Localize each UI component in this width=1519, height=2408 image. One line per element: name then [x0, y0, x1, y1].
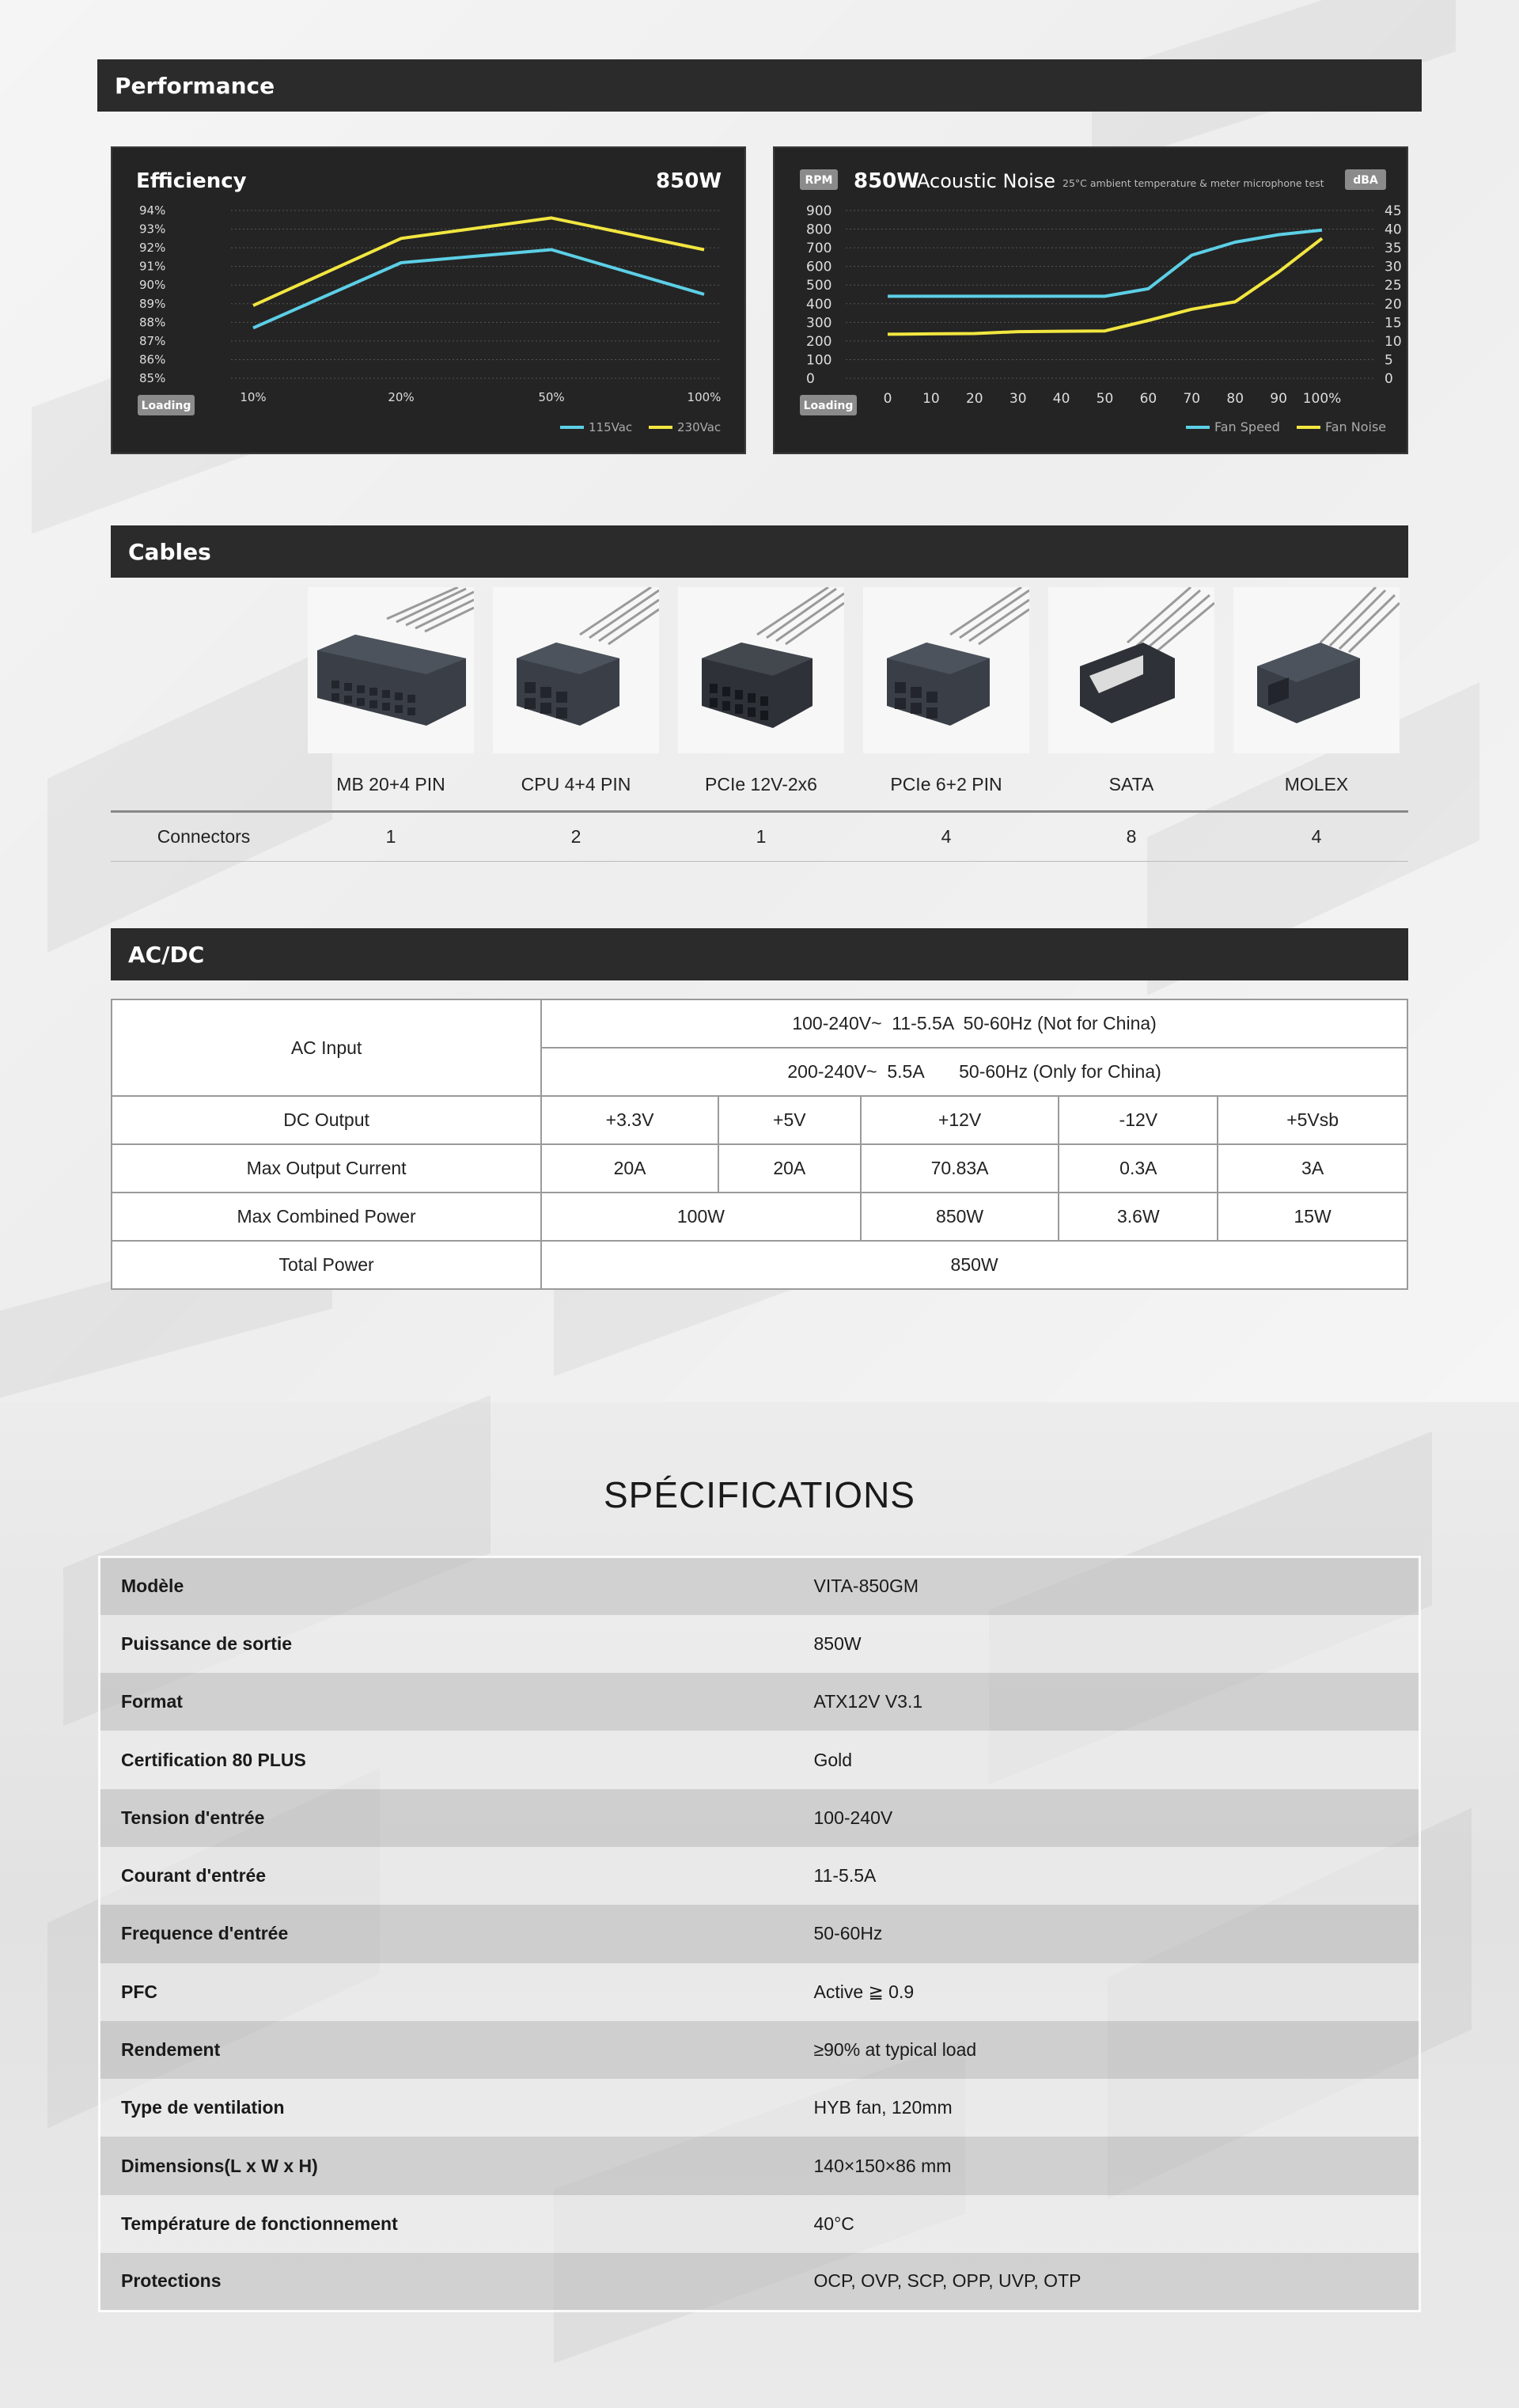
cables-divider-top	[111, 810, 1408, 813]
spec-row	[100, 1731, 1420, 1788]
spec-key: Format	[121, 1691, 183, 1712]
noise-dba-tick: 40	[1385, 222, 1402, 238]
efficiency-x-tick: 10%	[240, 390, 267, 404]
noise-rpm-tick: 200	[806, 333, 832, 350]
efficiency-legend-label: 230Vac	[677, 420, 722, 434]
spec-value: Active ≧ 0.9	[813, 1981, 915, 2002]
cable-count-mb: 1	[385, 826, 396, 847]
efficiency-chart-svg	[112, 148, 748, 456]
spec-key: Courant d'entrée	[121, 1865, 267, 1887]
max-current-12v: 70.83A	[861, 1144, 1059, 1193]
acdc-row-max-current	[112, 1144, 1407, 1193]
efficiency-title: Efficiency	[136, 169, 247, 193]
spec-value: ATX12V V3.1	[813, 1691, 923, 1712]
dba-badge-label: dBA	[1353, 174, 1378, 187]
spec-row	[100, 2021, 1420, 2079]
efficiency-line-230Vac	[253, 218, 704, 305]
noise-x-tick: 20	[965, 391, 983, 407]
spec-value: 11-5.5A	[813, 1865, 877, 1887]
noise-rpm-tick: 300	[806, 315, 832, 332]
noise-dba-tick: 35	[1385, 241, 1402, 257]
efficiency-x-tick: 100%	[687, 390, 722, 404]
performance-title: Performance	[115, 72, 275, 99]
noise-dba-tick: 10	[1385, 333, 1402, 350]
spec-key: Frequence d'entrée	[121, 1923, 289, 1944]
noise-title: Acoustic Noise	[917, 170, 1056, 192]
rail-3v3: +3.3V	[541, 1096, 718, 1144]
noise-loading-label: Loading	[803, 400, 854, 412]
efficiency-y-tick: 93%	[139, 222, 166, 237]
efficiency-y-tick: 91%	[139, 259, 166, 274]
spec-key: Dimensions(L x W x H)	[121, 2155, 318, 2176]
spec-key: Certification 80 PLUS	[121, 1749, 306, 1770]
cable-label-molex: MOLEX	[1284, 774, 1349, 794]
specifications-table	[98, 1556, 1421, 2312]
cable-label-cpu: CPU 4+4 PIN	[521, 774, 631, 794]
acdc-row-max-combined	[112, 1193, 1407, 1241]
noise-note: 25°C ambient temperature & meter microphone test	[1063, 177, 1324, 189]
cpu-8pin-connector-image	[493, 587, 659, 753]
spec-key: Température de fonctionnement	[121, 2213, 398, 2234]
efficiency-line-115Vac	[253, 250, 704, 328]
noise-x-tick: 0	[883, 391, 892, 407]
rail-5v: +5V	[718, 1096, 861, 1144]
rail-neg12v: -12V	[1059, 1096, 1218, 1144]
efficiency-loading-label: Loading	[141, 400, 191, 412]
spec-key: Type de ventilation	[121, 2097, 285, 2118]
spec-value: 140×150×86 mm	[813, 2155, 952, 2176]
spec-value: 850W	[813, 1633, 862, 1654]
noise-dba-tick: 20	[1385, 296, 1402, 313]
efficiency-y-tick: 89%	[139, 296, 166, 311]
spec-row	[100, 2137, 1420, 2194]
spec-row	[100, 2195, 1420, 2253]
spec-value: OCP, OVP, SCP, OPP, UVP, OTP	[813, 2270, 1081, 2292]
noise-x-tick: 100%	[1302, 391, 1342, 407]
noise-dba-tick: 45	[1385, 203, 1402, 219]
ac-input-label: AC Input	[112, 999, 541, 1096]
efficiency-x-tick: 50%	[538, 390, 565, 404]
combined-3v3-5v: 100W	[541, 1193, 861, 1241]
rail-12v: +12V	[861, 1096, 1059, 1144]
noise-rpm-tick: 600	[806, 259, 832, 275]
noise-x-tick: 50	[1096, 391, 1114, 407]
noise-dba-tick: 15	[1385, 315, 1402, 332]
spec-row	[100, 1615, 1420, 1673]
cables-title: Cables	[128, 538, 211, 565]
spec-row	[100, 1673, 1420, 1731]
noise-x-tick: 70	[1183, 391, 1201, 407]
efficiency-y-tick: 85%	[139, 371, 166, 385]
noise-rpm-tick: 0	[806, 371, 815, 387]
efficiency-y-tick: 88%	[139, 315, 166, 330]
pcie-8pin-connector-image	[863, 587, 1029, 753]
spec-row	[100, 1905, 1420, 1962]
noise-line-fan-noise	[888, 238, 1322, 334]
spec-row	[100, 1847, 1420, 1905]
cable-label-pcie-62: PCIe 6+2 PIN	[890, 774, 1002, 794]
cable-count-cpu: 2	[570, 826, 581, 847]
max-current-5vsb: 3A	[1218, 1144, 1407, 1193]
acdc-row-dc-output	[112, 1096, 1407, 1144]
acoustic-noise-chart-svg	[775, 148, 1410, 456]
noise-legend-label: Fan Noise	[1325, 419, 1387, 434]
noise-legend-label: Fan Speed	[1214, 419, 1280, 434]
rail-5vsb: +5Vsb	[1218, 1096, 1407, 1144]
noise-x-tick: 40	[1052, 391, 1070, 407]
noise-x-tick: 80	[1226, 391, 1244, 407]
spec-row	[100, 2253, 1420, 2311]
max-current-neg12v: 0.3A	[1059, 1144, 1218, 1193]
cables-row-label: Connectors	[157, 826, 251, 847]
efficiency-chart	[111, 146, 746, 454]
acdc-row-total	[112, 1241, 1407, 1289]
rpm-badge-label: RPM	[805, 174, 833, 187]
cable-label-pcie-12v: PCIe 12V-2x6	[705, 774, 817, 794]
efficiency-y-tick: 90%	[139, 278, 166, 293]
noise-rpm-tick: 100	[806, 352, 832, 369]
noise-dba-tick: 0	[1385, 371, 1393, 387]
noise-dba-tick: 30	[1385, 259, 1402, 275]
spec-value: ≥90% at typical load	[813, 2039, 977, 2061]
acdc-table	[111, 999, 1408, 1290]
cable-count-pcie-62: 4	[941, 826, 952, 847]
cables-section-header	[111, 525, 1408, 578]
noise-x-tick: 90	[1270, 391, 1287, 407]
max-current-5v: 20A	[718, 1144, 861, 1193]
spec-key: PFC	[121, 1981, 157, 2002]
max-current-3v3: 20A	[541, 1144, 718, 1193]
combined-12v: 850W	[861, 1193, 1059, 1241]
dc-output-label: DC Output	[112, 1096, 541, 1144]
ac-input-value-1: 100-240V~ 11-5.5A 50-60Hz (Not for China)	[541, 999, 1407, 1048]
noise-dba-tick: 5	[1385, 352, 1393, 369]
pcie-12v-2x6-connector-image	[678, 587, 844, 753]
spec-value: VITA-850GM	[813, 1576, 919, 1597]
spec-key: Tension d'entrée	[121, 1807, 265, 1828]
spec-row	[100, 1557, 1420, 1615]
cable-count-molex: 4	[1311, 826, 1322, 847]
sata-connector-image	[1048, 587, 1214, 753]
total-power-value: 850W	[541, 1241, 1407, 1289]
acoustic-noise-chart	[773, 146, 1408, 454]
acdc-row-ac-input-1	[112, 999, 1407, 1048]
noise-x-tick: 10	[922, 391, 940, 407]
cable-label-sata: SATA	[1108, 774, 1154, 794]
noise-x-tick: 60	[1139, 391, 1157, 407]
combined-neg12v: 3.6W	[1059, 1193, 1218, 1241]
performance-section-header	[97, 59, 1422, 112]
noise-rpm-tick: 700	[806, 241, 832, 257]
efficiency-model: 850W	[656, 169, 722, 193]
spec-value: 50-60Hz	[813, 1923, 883, 1944]
efficiency-x-tick: 20%	[388, 390, 415, 404]
spec-row	[100, 1963, 1420, 2021]
cable-label-mb: MB 20+4 PIN	[336, 774, 445, 794]
cables-divider-bottom	[111, 861, 1408, 862]
spec-key: Modèle	[121, 1576, 184, 1597]
spec-value: HYB fan, 120mm	[813, 2097, 953, 2118]
molex-connector-image	[1233, 587, 1400, 753]
efficiency-y-tick: 92%	[139, 241, 166, 256]
noise-dba-tick: 25	[1385, 278, 1402, 294]
noise-rpm-tick: 400	[806, 296, 832, 313]
spec-value: 40°C	[813, 2213, 854, 2234]
max-combined-label: Max Combined Power	[112, 1193, 541, 1241]
noise-model: 850W	[854, 169, 919, 193]
acdc-title: AC/DC	[128, 941, 205, 968]
noise-x-tick: 30	[1009, 391, 1027, 407]
spec-key: Puissance de sortie	[121, 1633, 293, 1654]
acdc-section-header	[111, 928, 1408, 980]
spec-value: 100-240V	[813, 1807, 893, 1828]
efficiency-legend-label: 115Vac	[589, 420, 633, 434]
efficiency-y-tick: 87%	[139, 333, 166, 348]
mb-24pin-connector-image	[308, 587, 474, 753]
combined-5vsb: 15W	[1218, 1193, 1407, 1241]
noise-rpm-tick: 500	[806, 278, 832, 294]
cable-count-sata: 8	[1126, 826, 1137, 847]
spec-row	[100, 2079, 1420, 2137]
spec-row	[100, 1789, 1420, 1847]
cable-count-pcie-12v: 1	[756, 826, 767, 847]
efficiency-y-tick: 86%	[139, 352, 166, 367]
noise-rpm-tick: 800	[806, 222, 832, 238]
total-power-label: Total Power	[112, 1241, 541, 1289]
specifications-title: SPÉCIFICATIONS	[604, 1474, 915, 1515]
max-current-label: Max Output Current	[112, 1144, 541, 1193]
efficiency-y-tick: 94%	[139, 203, 166, 218]
spec-value: Gold	[813, 1749, 853, 1770]
ac-input-value-2: 200-240V~ 5.5A 50-60Hz (Only for China)	[541, 1048, 1407, 1096]
spec-key: Rendement	[121, 2039, 221, 2061]
noise-rpm-tick: 900	[806, 203, 832, 219]
spec-key: Protections	[121, 2270, 222, 2292]
